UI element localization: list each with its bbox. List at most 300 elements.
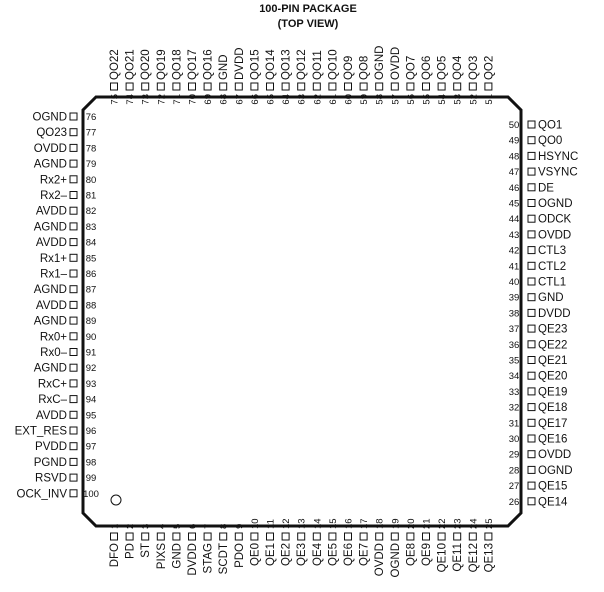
pin-name-right: VSYNC (538, 166, 578, 179)
pin-name-top: OVDD (389, 46, 402, 80)
pin-name-right: CTL1 (538, 276, 567, 289)
pin-number-bottom: 16 (343, 518, 355, 529)
pin-pad-right (528, 262, 535, 269)
pin-name-left: Rx1+ (39, 252, 67, 265)
pin-number-top: 74 (125, 94, 137, 105)
pin-number-left: 85 (85, 253, 97, 265)
pin-name-bottom: OVDD (374, 543, 387, 577)
pin-name-top: OGND (374, 45, 387, 80)
pin-pad-bottom (282, 533, 289, 540)
pin-name-top: QO13 (280, 49, 293, 80)
pin-name-right: DVDD (538, 307, 571, 320)
chip-body (83, 97, 521, 526)
pin-pad-right (528, 388, 535, 395)
pin-name-right: OGND (538, 198, 573, 210)
pin-number-top: 60 (343, 94, 355, 105)
pin-pad-left (70, 176, 77, 183)
pin-name-right: QE18 (538, 402, 568, 415)
pin-number-right: 47 (508, 167, 520, 179)
pin-pad-right (528, 294, 535, 301)
pin-pad-left (70, 207, 77, 214)
pin-pad-left (70, 129, 77, 136)
pin-pad-left (70, 364, 77, 371)
pin-number-left: 97 (85, 441, 97, 453)
pin-pad-right (528, 498, 535, 505)
pin-name-top: QO10 (327, 49, 340, 80)
pin-pad-right (528, 278, 535, 285)
pin-number-right: 40 (508, 277, 520, 288)
pin-pad-bottom (251, 533, 258, 540)
pin-name-left: AVDD (35, 237, 67, 250)
pin-number-right: 44 (508, 214, 520, 226)
pin-pad-bottom (111, 533, 118, 540)
pin-pad-top (157, 83, 164, 90)
pin-name-bottom: QE3 (296, 543, 309, 567)
pin-pad-top (173, 83, 180, 90)
pin-pad-left (70, 317, 77, 324)
pin-pad-top (235, 83, 242, 90)
pin-number-left: 82 (85, 206, 97, 218)
pin-name-right: OVDD (538, 449, 572, 462)
pin-number-bottom: 13 (296, 518, 308, 529)
pin-name-bottom: STAG (202, 543, 215, 574)
pin-name-bottom: QE11 (452, 543, 465, 572)
pin-pad-bottom (142, 533, 149, 540)
pin-number-bottom: 10 (249, 518, 261, 529)
pin-name-bottom: SCDT (218, 543, 231, 575)
pin-pad-bottom (173, 533, 180, 540)
pin-name-right: QO1 (538, 119, 563, 132)
pin-pad-top (313, 83, 320, 90)
pin-number-bottom: 24 (468, 518, 480, 529)
pin-number-top: 57 (390, 94, 402, 105)
pin-name-top: QO7 (405, 55, 418, 80)
pin-number-bottom: 1 (109, 523, 121, 529)
pin-number-top: 69 (203, 94, 215, 105)
pin-number-bottom: 14 (312, 518, 324, 529)
pin-name-left: RxC+ (37, 378, 67, 391)
pin-pad-left (70, 458, 77, 465)
pin-pad-top (298, 83, 305, 90)
pin-number-bottom: 7 (203, 523, 215, 529)
pin-number-left: 81 (85, 190, 97, 202)
pin-name-left: AGND (33, 221, 67, 234)
pin-number-left: 89 (85, 316, 97, 328)
pin-number-bottom: 23 (452, 518, 464, 529)
pin-pad-right (528, 482, 535, 489)
pin-pad-bottom (376, 533, 383, 540)
pin-pad-top (407, 83, 414, 90)
pin-number-left: 79 (85, 159, 97, 171)
pin-name-top: QO3 (467, 55, 480, 80)
pin-name-left: OVDD (33, 142, 67, 155)
pin-name-left: PVDD (35, 441, 67, 454)
pin-name-right: GND (538, 292, 564, 305)
pin-pad-left (70, 254, 77, 261)
pin-pad-left (70, 270, 77, 277)
pin-pad-top (469, 83, 476, 90)
pin-pad-right (528, 200, 535, 207)
pin-pad-right (528, 435, 535, 442)
pin-number-left: 100 (83, 488, 99, 500)
pin-number-right: 26 (508, 496, 520, 508)
pin-pad-left (70, 380, 77, 387)
pin-number-top: 67 (234, 94, 246, 105)
pin-pad-left (70, 144, 77, 151)
pin-name-bottom: QE2 (280, 543, 293, 567)
pin-number-right: 43 (508, 229, 520, 241)
pin-number-top: 64 (281, 94, 293, 105)
pin-name-bottom: QE6 (343, 543, 355, 567)
pin-pad-bottom (485, 533, 492, 540)
pin-name-bottom: DFO (109, 543, 121, 568)
pin-pad-bottom (189, 533, 196, 540)
pin-pad-top (204, 83, 211, 90)
pin-number-bottom: 19 (390, 518, 402, 529)
pin-name-right: QE17 (538, 417, 568, 430)
pin-name-left: Rx0+ (39, 331, 67, 344)
pin-number-bottom: 8 (218, 523, 230, 529)
pin-name-left: AGND (33, 315, 67, 328)
pin-number-right: 48 (508, 151, 520, 163)
pin-name-bottom: PIXS (155, 543, 168, 570)
pin-number-top: 71 (171, 94, 183, 105)
pin-name-top: QO22 (109, 49, 121, 80)
pin-pad-bottom (345, 533, 352, 540)
pin-name-bottom: QE8 (405, 543, 418, 567)
pin-name-right: QE22 (538, 339, 568, 352)
pin-pad-bottom (423, 533, 430, 540)
pin-pad-top (142, 83, 149, 90)
pin-name-bottom: QE1 (265, 543, 277, 567)
pin-number-left: 83 (85, 221, 97, 233)
pin-name-right: OVDD (538, 229, 572, 242)
pin-number-right: 49 (508, 135, 520, 147)
pin-pad-right (528, 215, 535, 222)
pin-number-bottom: 18 (374, 518, 386, 529)
pin-name-top: GND (218, 54, 231, 80)
pin-number-top: 55 (421, 94, 433, 105)
pin-number-top: 68 (218, 94, 230, 105)
pin-number-left: 95 (85, 410, 97, 422)
pin-number-right: 45 (508, 198, 520, 210)
pin-number-bottom: 17 (359, 518, 371, 529)
pin-pad-right (528, 357, 535, 364)
pin-name-right: QO0 (538, 135, 563, 148)
pin-name-top: QO14 (265, 49, 277, 80)
pin-number-top: 73 (140, 94, 152, 105)
pin-name-top: QO17 (187, 49, 199, 80)
pin-pad-bottom (454, 533, 461, 540)
top-pin-row (109, 46, 495, 105)
pin-name-left: QO23 (36, 127, 67, 140)
pin-pad-top (454, 83, 461, 90)
pin-number-top: 66 (249, 94, 261, 105)
pin-pad-right (528, 419, 535, 426)
pin-name-top: QO5 (436, 55, 449, 80)
package-title: 100-PIN PACKAGE (259, 3, 357, 15)
pin-pad-left (70, 427, 77, 434)
pin-name-right: CTL2 (538, 260, 567, 273)
pin-number-bottom: 9 (234, 523, 246, 529)
pin-pad-bottom (469, 533, 476, 540)
pin-number-right: 41 (508, 261, 520, 273)
pin-name-bottom: QE9 (421, 543, 433, 567)
pin-number-bottom: 6 (187, 523, 199, 529)
pin-number-right: 31 (508, 418, 520, 430)
pin-number-right: 33 (508, 386, 520, 398)
pin-number-left: 96 (85, 426, 97, 437)
pin-name-right: CTL3 (538, 245, 567, 258)
pin-number-left: 77 (85, 127, 97, 139)
pin-name-left: Rx2+ (39, 174, 67, 187)
pin-number-bottom: 3 (140, 523, 152, 529)
pin-pad-left (70, 411, 77, 418)
pin-pad-top (220, 83, 227, 90)
pin-pad-left (70, 192, 77, 199)
pin-name-right: QE15 (538, 480, 568, 493)
pin-name-right: QE14 (538, 496, 568, 509)
pin-number-left: 80 (85, 174, 97, 186)
pin-name-left: RSVD (35, 472, 67, 485)
pin-pad-top (485, 83, 492, 90)
pin-pad-right (528, 152, 535, 159)
pin-pad-left (70, 474, 77, 481)
pin-number-left: 90 (85, 331, 97, 343)
pin-number-right: 36 (508, 339, 520, 351)
pin-pad-bottom (220, 533, 227, 540)
pin-name-right: QE23 (538, 323, 568, 336)
pin-number-top: 58 (374, 94, 386, 105)
pin-number-right: 30 (508, 434, 520, 445)
pin-pad-left (70, 160, 77, 167)
pin-pad-right (528, 247, 535, 254)
pin-pad-bottom (298, 533, 305, 540)
pin-pad-right (528, 231, 535, 238)
pin-name-right: QE16 (538, 433, 568, 446)
pin-number-right: 34 (508, 371, 520, 383)
pin-name-left: Rx0– (40, 347, 67, 359)
pin-pad-bottom (235, 533, 242, 540)
pin-number-bottom: 2 (125, 523, 137, 529)
pin-pad-left (70, 396, 77, 403)
pin-number-left: 99 (85, 473, 97, 485)
pin-name-left: AVDD (35, 409, 67, 422)
pin-pad-top (438, 83, 445, 90)
pin-name-right: QE21 (538, 355, 568, 367)
pin-pad-bottom (204, 533, 211, 540)
pin-name-bottom: GND (171, 543, 184, 569)
pin-pad-top (423, 83, 430, 90)
pin-number-right: 29 (508, 449, 520, 461)
pin-name-bottom: QE12 (467, 543, 480, 573)
pin-name-top: QO16 (202, 49, 215, 80)
pin-pad-top (267, 83, 274, 90)
pin-number-bottom: 22 (437, 518, 449, 529)
pin-name-left: Rx1– (40, 268, 67, 281)
pin-pad-left (70, 443, 77, 450)
pin-name-bottom: ST (140, 543, 153, 558)
pin-name-right: DE (538, 182, 554, 195)
pin-number-top: 72 (156, 94, 168, 105)
pin-name-bottom: OGND (389, 543, 402, 578)
pin-name-top: QO8 (358, 55, 371, 80)
pin-name-bottom: QE0 (249, 543, 262, 567)
pin-name-top: QO4 (452, 55, 465, 80)
pin-name-left: RxC– (38, 394, 67, 407)
pin-name-left: OGND (32, 111, 67, 124)
pin-number-top: 62 (312, 94, 324, 105)
pin-name-bottom: QE13 (483, 543, 496, 573)
pin-number-top: 65 (265, 94, 277, 105)
pin-pad-bottom (329, 533, 336, 540)
pin-name-left: EXT_RES (14, 425, 67, 438)
pin-pad-left (70, 490, 77, 497)
pin-pad-top (189, 83, 196, 90)
pin-number-right: 27 (508, 481, 520, 493)
pin-number-top: 51 (483, 94, 495, 105)
pin-name-left: AGND (33, 158, 67, 171)
pin-number-right: 37 (508, 324, 520, 336)
pin-pad-bottom (360, 533, 367, 540)
pin-pad-right (528, 309, 535, 316)
pin-name-top: QO19 (155, 49, 168, 80)
pin-number-left: 94 (85, 394, 97, 406)
pin-name-left: AVDD (35, 205, 67, 218)
pin-name-top: QO11 (311, 50, 324, 80)
pin-name-top: QO21 (124, 49, 137, 80)
pin-pad-left (70, 239, 77, 246)
pin-pad-top (111, 83, 118, 90)
pin-number-left: 84 (85, 237, 97, 249)
pin-name-bottom: PD (124, 543, 137, 559)
pin-name-bottom: PDO (233, 543, 246, 568)
pin-name-left: OCK_INV (16, 488, 67, 501)
pin-name-right: QE19 (538, 386, 568, 399)
pin-number-right: 32 (508, 402, 520, 414)
pin-number-left: 98 (85, 457, 97, 469)
pin-pad-left (70, 223, 77, 230)
pin-number-left: 93 (85, 378, 97, 390)
pin-pad-right (528, 466, 535, 473)
pin-pad-top (345, 83, 352, 90)
pin-pad-bottom (157, 533, 164, 540)
pin-name-left: Rx2– (40, 190, 67, 202)
pin-number-top: 52 (468, 94, 480, 105)
pin-number-bottom: 15 (327, 518, 339, 529)
pin-name-left: AGND (33, 284, 67, 297)
pin-pad-left (70, 301, 77, 308)
pin-pad-top (329, 83, 336, 90)
pin-number-top: 63 (296, 94, 308, 105)
pin-pad-right (528, 121, 535, 128)
pin-pad-left (70, 286, 77, 293)
pin-name-top: QO12 (296, 49, 309, 80)
pin-number-bottom: 12 (281, 518, 293, 529)
pin-pad-right (528, 404, 535, 411)
pin-pad-bottom (267, 533, 274, 540)
pin-name-top: QO20 (140, 49, 153, 80)
pin-pad-left (70, 113, 77, 120)
pin-number-top: 54 (437, 94, 449, 105)
pin-number-right: 39 (508, 292, 520, 304)
pin-pad-right (528, 372, 535, 379)
pin-number-left: 92 (85, 363, 97, 375)
pin-number-left: 88 (85, 300, 97, 312)
pin-name-left: AVDD (35, 299, 67, 312)
pin-number-top: 59 (359, 94, 371, 105)
pin-number-bottom: 5 (171, 523, 183, 529)
pin-name-right: HSYNC (538, 150, 579, 163)
pin-pad-bottom (407, 533, 414, 540)
pin-number-right: 46 (508, 182, 520, 194)
pin-number-left: 87 (85, 284, 97, 296)
pin-name-left: AGND (33, 362, 67, 375)
pin-name-bottom: QE10 (436, 543, 449, 573)
pin-pad-right (528, 325, 535, 332)
pin-number-bottom: 11 (265, 519, 277, 529)
pin-number-top: 61 (327, 94, 339, 105)
pin-name-right: ODCK (538, 213, 572, 226)
pin-number-left: 86 (85, 269, 97, 280)
pin-name-top: QO18 (171, 49, 184, 80)
pin-pad-right (528, 137, 535, 144)
bottom-pin-row (109, 518, 495, 577)
pin-pad-top (360, 83, 367, 90)
pin-number-left: 76 (85, 112, 97, 123)
pin-pad-top (391, 83, 398, 90)
pin-number-bottom: 21 (421, 518, 433, 529)
pin-number-right: 42 (508, 245, 520, 257)
pin-name-bottom: DVDD (187, 543, 199, 576)
pin-name-bottom: QE5 (327, 543, 340, 567)
pin-name-top: QO9 (343, 55, 355, 80)
pin-pad-top (376, 83, 383, 90)
pin-number-bottom: 4 (156, 523, 168, 529)
view-subtitle: (TOP VIEW) (277, 18, 339, 30)
pin-name-right: OGND (538, 464, 573, 477)
pin-number-left: 78 (85, 143, 97, 155)
pin-pad-left (70, 349, 77, 356)
pin-name-top: QO15 (249, 49, 262, 80)
pin-number-bottom: 20 (405, 518, 417, 529)
pin-name-top: DVDD (233, 47, 246, 80)
pin-name-left: PGND (33, 456, 67, 469)
pin-name-right: QE20 (538, 370, 568, 383)
pin-pad-right (528, 168, 535, 175)
pin-number-right: 50 (508, 120, 520, 131)
pin-pad-left (70, 333, 77, 340)
pin-pad-bottom (391, 533, 398, 540)
pin-number-top: 70 (187, 94, 199, 105)
pin-pad-right (528, 341, 535, 348)
pin-number-top: 53 (452, 94, 464, 105)
pin-number-right: 35 (508, 355, 520, 367)
pin-name-top: QO2 (483, 55, 496, 80)
pin-pad-bottom (126, 533, 133, 540)
left-pin-column (15, 112, 99, 501)
pin-pad-top (126, 83, 133, 90)
pin-pad-top (282, 83, 289, 90)
right-pin-column (509, 120, 579, 509)
pin-number-right: 28 (508, 465, 520, 477)
pin-pad-bottom (313, 533, 320, 540)
pin-name-top: QO6 (421, 55, 433, 80)
pin-pad-right (528, 451, 535, 458)
pin-number-left: 91 (85, 347, 97, 359)
pin-number-right: 38 (508, 308, 520, 320)
pin-number-bottom: 25 (483, 518, 495, 529)
